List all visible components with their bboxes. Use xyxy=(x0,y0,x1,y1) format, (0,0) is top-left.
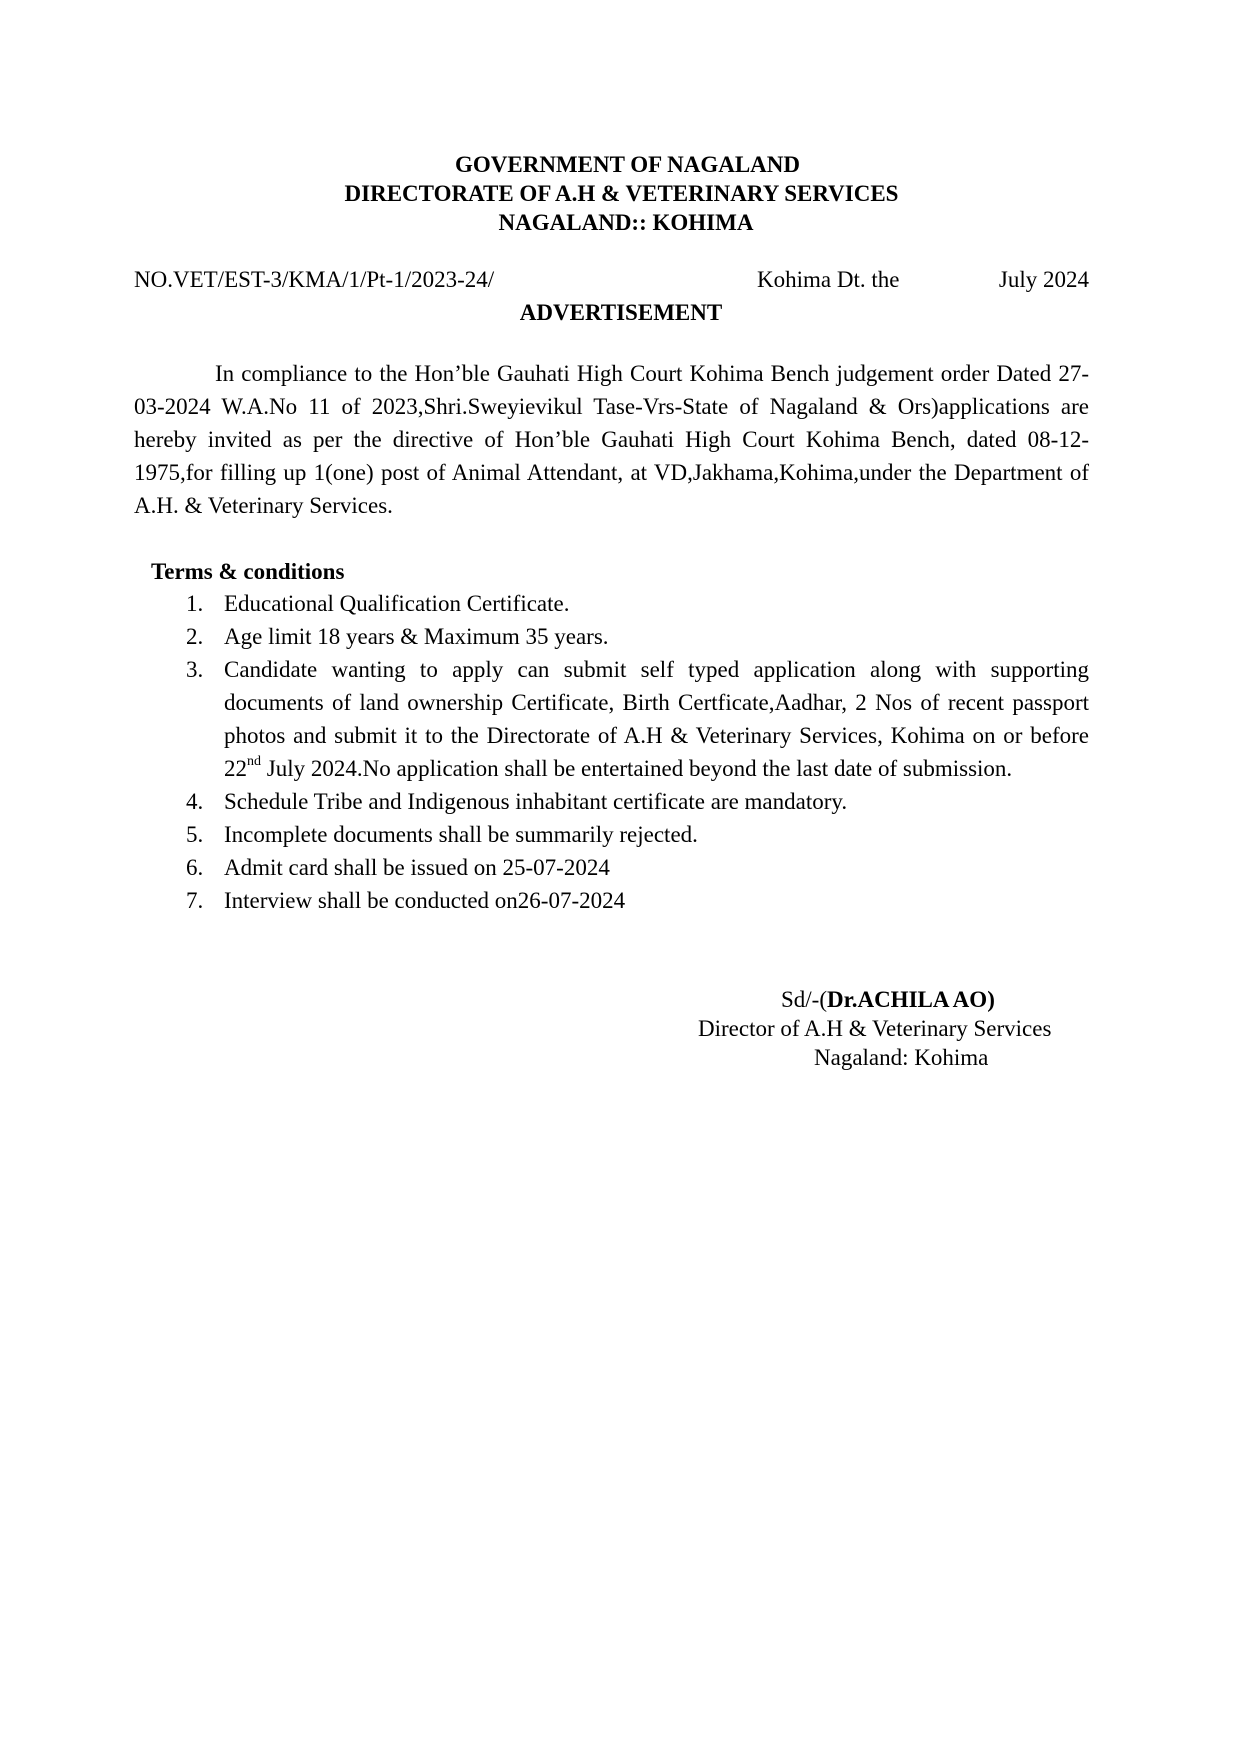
list-item xyxy=(0,785,1089,818)
issue-month: July 2024 xyxy=(998,267,1089,292)
list-item xyxy=(0,818,1089,851)
signatory-location: Nagaland: Kohima xyxy=(814,1045,989,1070)
reference-line xyxy=(134,263,1089,296)
document-title-text: ADVERTISEMENT xyxy=(519,300,723,325)
list-item xyxy=(0,884,1089,917)
list-item-number: 1. xyxy=(186,591,204,616)
list-item-text: Incomplete documents shall be summarily rejected. xyxy=(224,822,698,847)
letterhead xyxy=(0,150,1240,237)
list-item-number: 6. xyxy=(186,855,204,880)
list-item-text-part: Candidate wanting to apply can submit self typed application along with supporting documents of land ownership Certificate, Birth Certficate,Aadhar, 2 Nos of recent passport photos and submit it to the Directorate of A.H & Veterinary Services, Kohima on or before 22 xyxy=(224,657,1089,781)
list-item-text: Interview shall be conducted on26-07-2024 xyxy=(224,888,626,913)
list-item-text: Schedule Tribe and Indigenous inhabitant certificate are mandatory. xyxy=(224,789,848,814)
signatory-name: Dr.ACHILA AO xyxy=(827,987,988,1012)
signatory-prefix: Sd/-( xyxy=(781,987,827,1012)
list-item xyxy=(0,653,1089,785)
list-item-text: Educational Qualification Certificate. xyxy=(224,591,570,616)
terms-heading: Terms & conditions xyxy=(151,559,345,584)
list-item-text-part: July 2024.No application shall be entertained beyond the last date of submission. xyxy=(261,756,1013,781)
list-item-number: 3. xyxy=(186,657,204,682)
reference-number: NO.VET/EST-3/KMA/1/Pt-1/2023-24/ xyxy=(134,267,495,292)
list-item xyxy=(0,851,1089,884)
list-item xyxy=(0,587,1089,620)
list-item xyxy=(0,620,1089,653)
letterhead-location: NAGALAND:: KOHIMA xyxy=(498,210,754,235)
list-item-number: 2. xyxy=(186,624,204,649)
document-title xyxy=(0,296,1240,329)
list-item-text xyxy=(224,657,1089,781)
letterhead-directorate: DIRECTORATE OF A.H & VETERINARY SERVICES xyxy=(344,181,899,206)
signatory-designation: Director of A.H & Veterinary Services xyxy=(698,1016,1052,1041)
terms-list xyxy=(0,587,1240,917)
letterhead-government: GOVERNMENT OF NAGALAND xyxy=(454,152,800,177)
list-item-number: 5. xyxy=(186,822,204,847)
list-item-text: Age limit 18 years & Maximum 35 years. xyxy=(224,624,609,649)
list-item-text: Admit card shall be issued on 25-07-2024 xyxy=(224,855,610,880)
body-paragraph: In compliance to the Hon’ble Gauhati High Court Kohima Bench judgement order Dated 27-03-2024 W.A.No 11 of 2023,Shri.Sweyievikul Tase-Vrs-State of Nagaland & Ors)applications are hereby invited as per the directive of Hon’ble Gauhati High Court Kohima Bench, dated 08-12-1975,for filling up 1(one) post of Animal Attendant, at VD,Jakhama,Kohima,under the Department of A.H. & Veterinary Services. xyxy=(134,361,1089,518)
list-item-number: 4. xyxy=(186,789,204,814)
ordinal-suffix: nd xyxy=(247,754,261,770)
list-item-number: 7. xyxy=(186,888,204,913)
place-date: Kohima Dt. the xyxy=(757,267,900,292)
signatory-suffix: ) xyxy=(987,987,995,1012)
